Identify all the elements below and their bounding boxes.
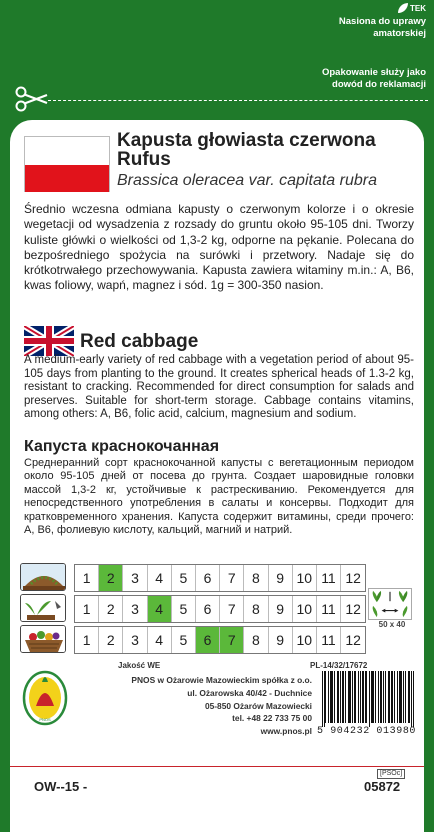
barcode <box>320 671 416 727</box>
month-cell: 8 <box>244 565 268 591</box>
barcode-bar <box>409 671 410 723</box>
month-cell: 12 <box>345 601 361 617</box>
psoc-mark: [PSOc] <box>377 769 405 779</box>
month-cell: 2 <box>99 565 123 591</box>
brand-mark <box>398 3 426 13</box>
calendar-row-planting <box>20 594 364 622</box>
company-line: tel. +48 22 733 75 00 <box>232 713 312 724</box>
barcode-bar <box>369 671 370 727</box>
barcode-bar <box>350 671 351 723</box>
cut-line <box>48 100 428 101</box>
polish-title: Kapusta głowiasta czerwona Rufus <box>117 130 376 170</box>
barcode-bar <box>331 671 332 723</box>
barcode-bar <box>378 671 379 723</box>
barcode-bar <box>348 671 349 723</box>
month-cell: 4 <box>148 565 172 591</box>
barcode-bar <box>365 671 366 723</box>
barcode-bar <box>400 671 401 723</box>
month-strip <box>74 564 366 592</box>
month-strip <box>74 595 366 623</box>
seedling-tray-icon <box>20 563 66 591</box>
leaf-icon <box>398 3 408 13</box>
barcode-bar <box>375 671 376 723</box>
barcode-bar <box>401 671 402 723</box>
barcode-bar <box>322 671 323 727</box>
quality-label: Jakość WE <box>118 661 161 670</box>
barcode-bar <box>391 671 392 723</box>
barcode-bar <box>373 671 374 723</box>
planting-icon <box>20 594 66 622</box>
barcode-bar <box>330 671 331 723</box>
month-cell: 5 <box>172 596 196 622</box>
barcode-bar <box>383 671 384 723</box>
barcode-bar <box>397 671 398 723</box>
month-cell: 11 <box>317 596 341 622</box>
barcode-bar <box>385 671 386 723</box>
month-cell: 9 <box>269 565 293 591</box>
barcode-bar <box>360 671 361 723</box>
barcode-bar <box>366 671 367 723</box>
spacing-label: 50 x 40 <box>378 620 406 629</box>
barcode-bar <box>388 671 389 723</box>
barcode-bar <box>413 671 414 727</box>
month-cell: 1 <box>75 565 99 591</box>
month-cell: 10 <box>293 596 317 622</box>
company-line: www.pnos.pl <box>260 726 312 737</box>
barcode-bar <box>334 671 335 723</box>
notice-packaging: Opakowanie służy jako dowód do reklamacji <box>321 67 426 90</box>
barcode-bar <box>381 671 382 723</box>
month-cell: 11 <box>317 565 341 591</box>
barcode-bar <box>403 671 404 723</box>
month-cell: 6 <box>196 565 220 591</box>
month-cell: 1 <box>75 596 99 622</box>
month-cell: 12 <box>345 570 361 586</box>
barcode-bar <box>328 671 329 723</box>
svg-text:PNOS: PNOS <box>39 717 51 722</box>
plant-spacing-icon <box>368 588 412 620</box>
uk-flag-icon <box>24 326 74 356</box>
barcode-bar <box>411 671 412 727</box>
bottom-divider <box>10 766 424 767</box>
month-cell: 4 <box>148 596 172 622</box>
batch-code: OW--15 - <box>34 779 88 794</box>
barcode-bar <box>332 671 333 723</box>
barcode-bar <box>405 671 406 723</box>
barcode-bar <box>337 671 338 723</box>
notice-hobby: Nasiona do uprawy amatorskiej <box>338 16 426 39</box>
barcode-bar <box>340 671 341 723</box>
barcode-bar <box>392 671 393 723</box>
month-cell: 3 <box>123 565 147 591</box>
russian-description: Среднеранний сорт краснокочанной капусты с вегетационным периодом около 95-105 дней от посева до грунта. Создает шаровидные головки массой 1,3-2 кг, устойчивые к растрескиванию. Рекомендуется для непосредственного употребления в салаты и консервы. Подходит для кратковременного хранения. Капуста содержит витамины, среди прочего: A, B6, фолиевую кислоту, кальций, магний и натрий. <box>24 457 414 537</box>
month-cell: 7 <box>220 565 244 591</box>
month-cell: 3 <box>123 627 147 653</box>
barcode-bar <box>394 671 395 723</box>
harvest-basket-icon <box>20 625 66 653</box>
calendar-row-sowing <box>20 563 364 591</box>
barcode-bar <box>325 671 326 723</box>
barcode-bar <box>408 671 409 723</box>
barcode-number: 5 904232 013980 <box>317 726 417 737</box>
barcode-bar <box>389 671 390 723</box>
calendar-row-harvest <box>20 625 364 653</box>
barcode-bar <box>338 671 339 723</box>
month-cell: 6 <box>196 627 220 653</box>
barcode-bar <box>358 671 359 723</box>
brand-mark-text: TEK <box>410 4 426 13</box>
barcode-bar <box>372 671 373 723</box>
barcode-bar <box>362 671 363 723</box>
company-line: PNOS w Ożarowie Mazowieckim spółka z o.o. <box>131 675 312 685</box>
barcode-bar <box>343 671 344 723</box>
barcode-bar <box>371 671 372 723</box>
barcode-bar <box>363 671 364 723</box>
english-description: A medium-early variety of red cabbage with a vegetation period of about 95-105 days from planting to the ground. It creates spherical heads of 1.3-2 kg, resistant to cracking. Recommended for direct consumption for salads and preserves. Suitable for short-term storage. Cabbage contains vitamins, among others: A, B6, folic acid, calcium, magnesium and sodium. <box>24 354 414 421</box>
latin-name: Brassica oleracea var. capitata rubra <box>117 172 377 189</box>
poland-flag-icon <box>24 136 110 192</box>
month-cell: 2 <box>99 627 123 653</box>
month-cell: 7 <box>220 627 244 653</box>
month-cell: 12 <box>345 632 361 648</box>
month-cell: 8 <box>244 596 268 622</box>
month-cell: 8 <box>244 627 268 653</box>
month-strip <box>74 626 366 654</box>
barcode-bar <box>380 671 381 723</box>
company-line: ul. Ożarowska 40/42 - Duchnice <box>187 687 312 698</box>
month-cell: 1 <box>75 627 99 653</box>
month-cell: 4 <box>148 627 172 653</box>
month-cell: 10 <box>293 565 317 591</box>
month-cell: 2 <box>99 596 123 622</box>
month-cell: 9 <box>269 627 293 653</box>
barcode-bar <box>349 671 350 723</box>
polish-description: Średnio wczesna odmiana kapusty o czerwonym kolorze i o okresie wegetacji od wysadzenia z rozsady do gruntu około 95-105 dni. Tworzy kuliste główki o wielkości od 1,3-2 kg, odporne na pękanie. Polecana do bezpośredniego spożycia na surówki i przetwory. Nadaje się do krótkotrwałego przechowywania. Kapusta zawiera witaminy m.in.: A, B6, kwas foliowy, wapń, magnez i sód. 1g = 300-350 nasion. <box>24 202 414 293</box>
english-title: Red cabbage <box>80 331 199 352</box>
barcode-bar <box>352 671 353 723</box>
barcode-bar <box>342 671 343 723</box>
month-cell: 11 <box>317 627 341 653</box>
russian-title: Капуста краснокочанная <box>24 438 220 455</box>
month-cell: 5 <box>172 627 196 653</box>
barcode-bar <box>399 671 400 723</box>
pl-number: PL-14/32/17672 <box>310 661 368 670</box>
barcode-bar <box>355 671 356 723</box>
month-cell: 10 <box>293 627 317 653</box>
pnos-logo <box>22 666 68 726</box>
month-cell: 9 <box>269 596 293 622</box>
barcode-bar <box>345 671 346 723</box>
scissors-icon <box>14 86 48 112</box>
month-cell: 5 <box>172 565 196 591</box>
product-code: 05872 <box>364 779 401 794</box>
company-line: 05-850 Ożarów Mazowiecki <box>204 700 312 711</box>
month-cell: 6 <box>196 596 220 622</box>
month-cell: 7 <box>220 596 244 622</box>
month-cell: 3 <box>123 596 147 622</box>
barcode-bar <box>324 671 325 727</box>
barcode-bar <box>354 671 355 723</box>
company-address <box>118 674 312 738</box>
